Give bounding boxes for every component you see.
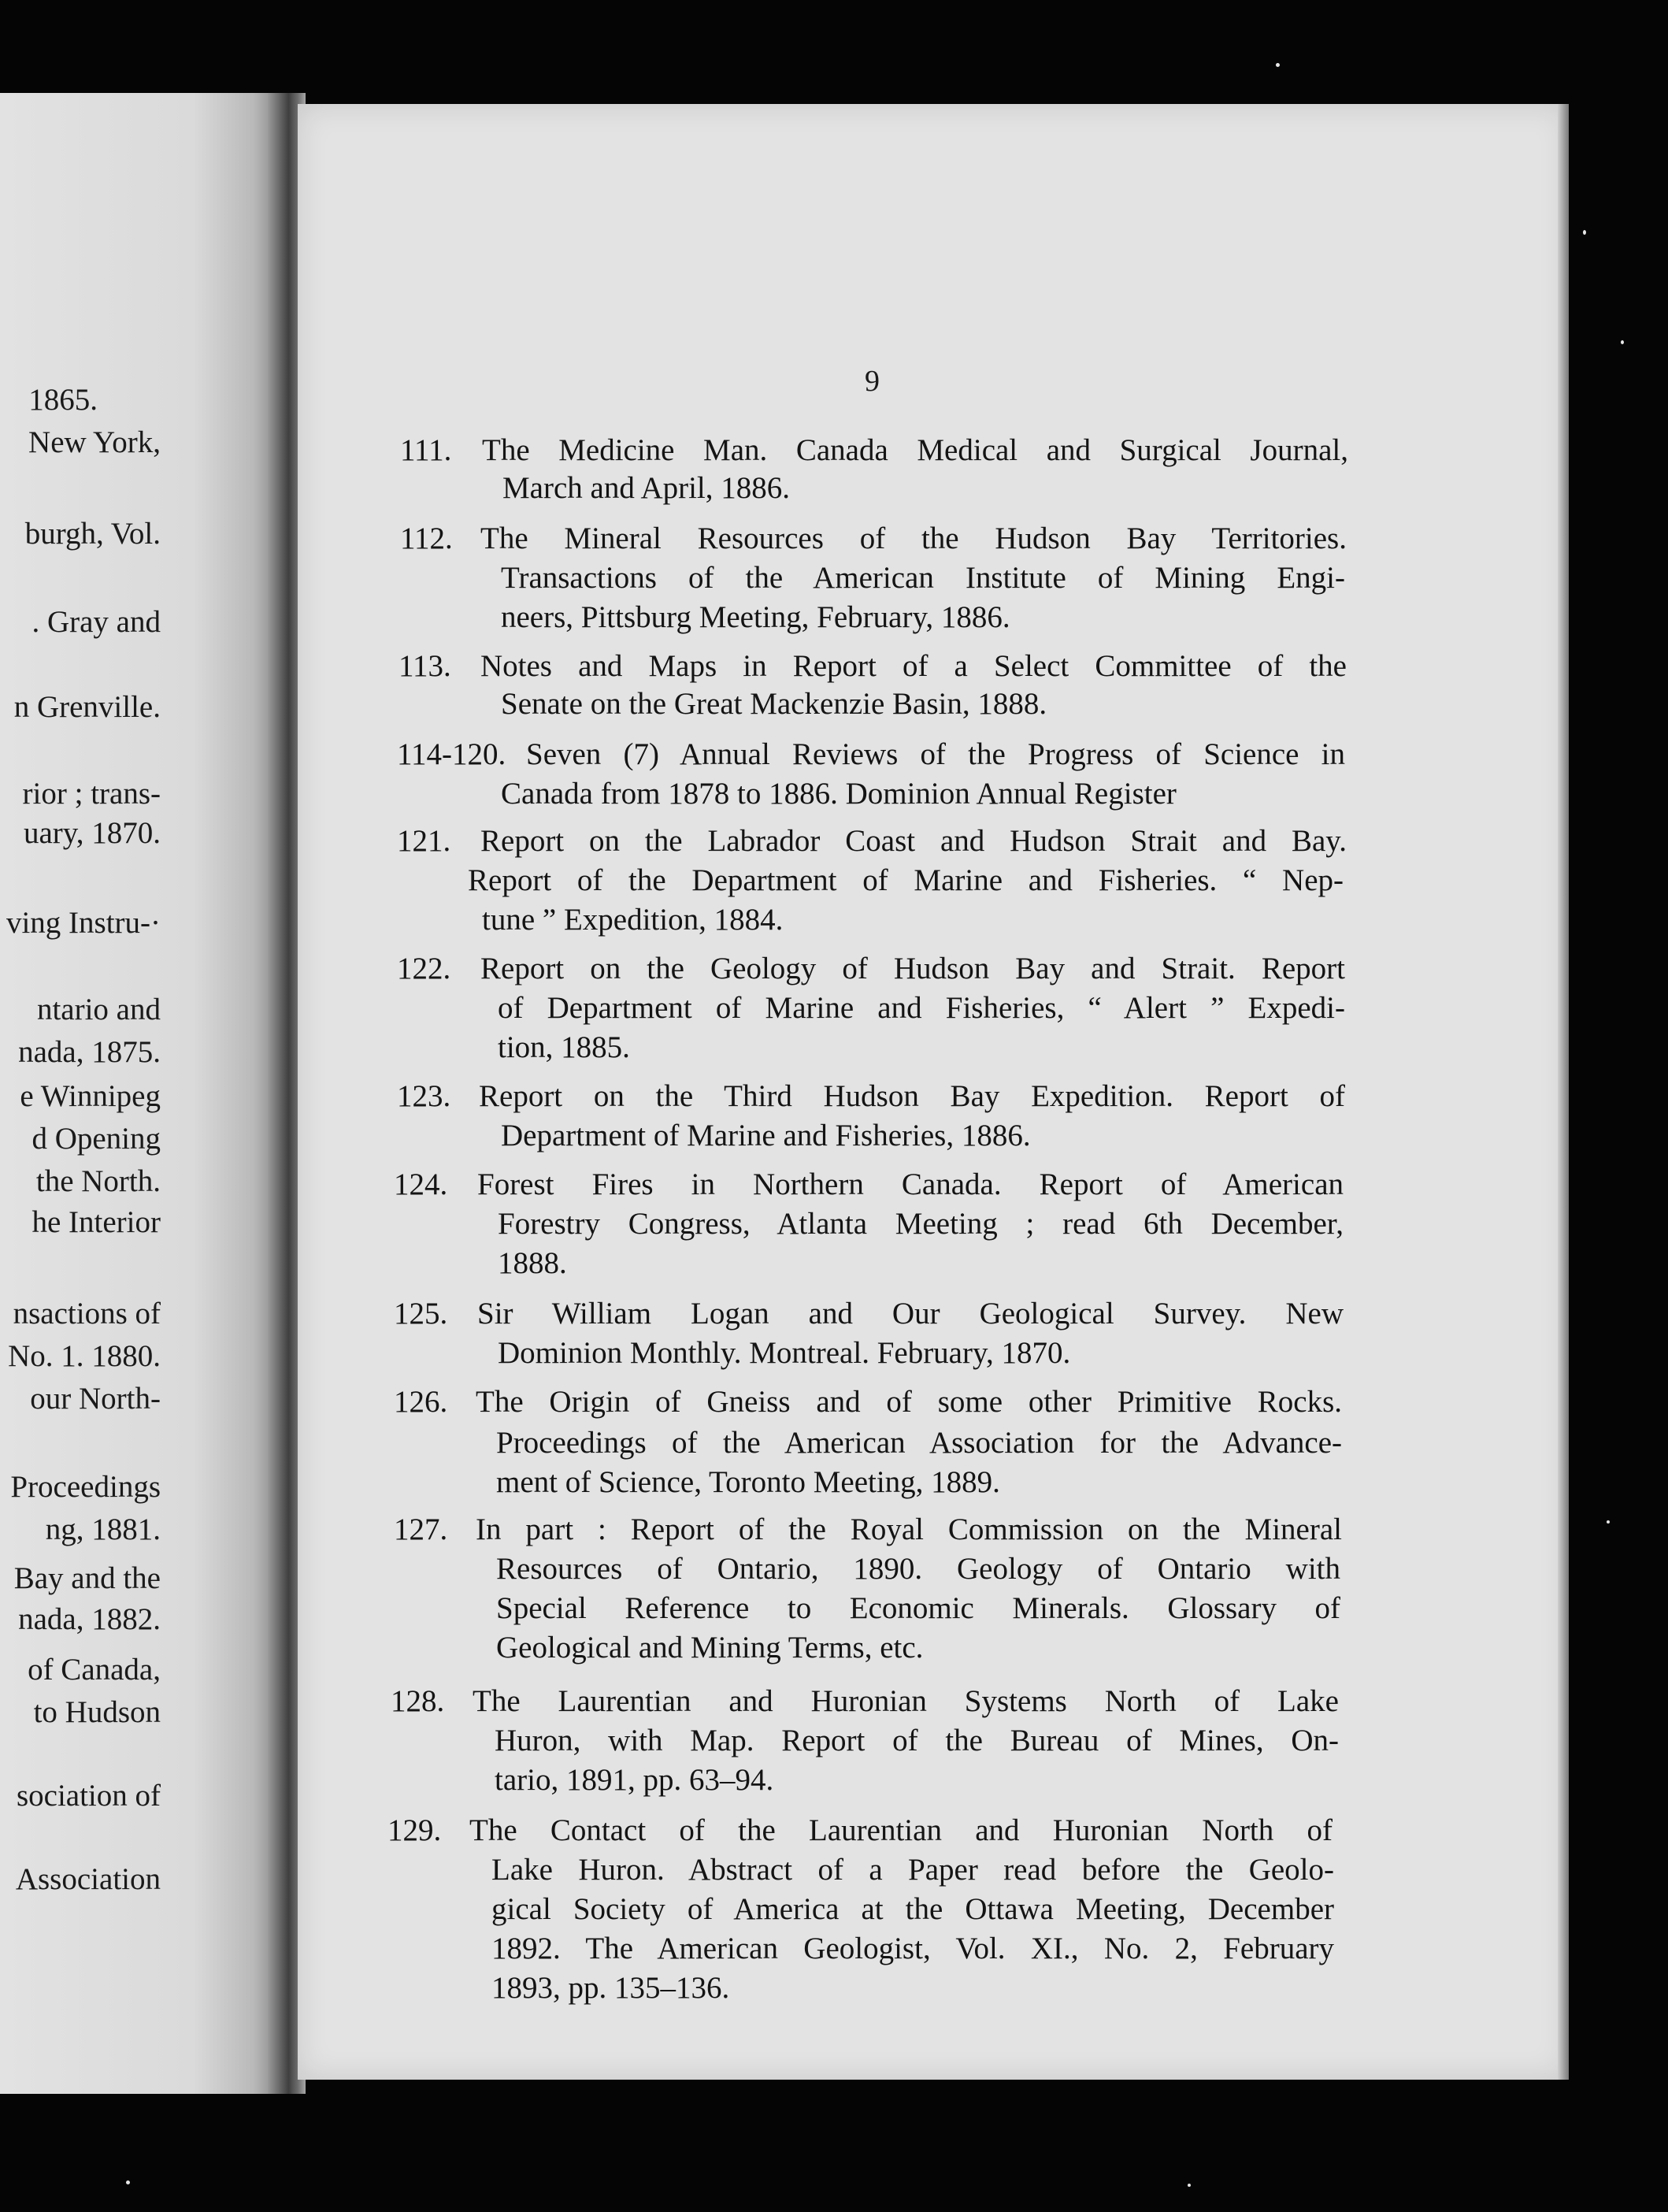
scan-speck <box>1583 230 1586 235</box>
page-number: 9 <box>865 365 880 398</box>
entry-line: ment of Science, Toronto Meeting, 1889. <box>496 1465 1000 1499</box>
entry-line: Report on the Geology of Hudson Bay and Strait. Report <box>480 952 1345 985</box>
entry-number: 123. <box>397 1079 451 1113</box>
left-line: ng, 1881. <box>45 1512 161 1546</box>
left-line: ntario and <box>36 993 161 1026</box>
entry-number: 114-120. <box>397 737 506 771</box>
entry-line: Forest Fires in Northern Canada. Report of American <box>477 1167 1344 1201</box>
entry-number: 124. <box>394 1167 448 1201</box>
left-line: 1865. <box>28 383 98 417</box>
entry-line: neers, Pittsburg Meeting, February, 1886. <box>501 600 1010 634</box>
scan-speck <box>1621 340 1624 344</box>
entry-number: 128. <box>391 1684 445 1718</box>
left-line: d Opening <box>32 1122 161 1156</box>
entry-number: 126. <box>394 1385 448 1419</box>
entry-line: Seven (7) Annual Reviews of the Progress of Science in <box>526 737 1345 771</box>
entry-number: 111. <box>400 433 452 467</box>
left-line: . Gray and <box>32 605 161 639</box>
left-line: Bay and the <box>13 1561 161 1595</box>
left-line: e Winnipeg <box>20 1079 161 1113</box>
left-line: nsactions of <box>13 1297 161 1331</box>
entry-line: of Department of Marine and Fisheries, “ Alert ” Expedi- <box>498 991 1345 1025</box>
entry-line: Notes and Maps in Report of a Select Committee of the <box>480 649 1347 683</box>
entry-line: In part : Report of the Royal Commission on the Mineral <box>476 1512 1342 1546</box>
entry-line: Special Reference to Economic Minerals. Glossary of <box>496 1591 1340 1625</box>
entry-line: Lake Huron. Abstract of a Paper read before the Geolo- <box>491 1853 1334 1887</box>
entry-line: Report on the Third Hudson Bay Expedition. Report of <box>479 1079 1345 1113</box>
entry-line: Resources of Ontario, 1890. Geology of Ontario with <box>496 1552 1340 1586</box>
left-line: to Hudson <box>33 1695 161 1729</box>
entry-line: tion, 1885. <box>498 1030 630 1064</box>
scan-speck <box>126 2180 130 2184</box>
left-line: ving Instru-· <box>6 906 161 940</box>
entry-line: tune ” Expedition, 1884. <box>482 903 784 937</box>
entry-number: 112. <box>400 521 453 555</box>
entry-line: Forestry Congress, Atlanta Meeting ; read 6th December, <box>498 1207 1344 1241</box>
entry-number: 127. <box>394 1512 448 1546</box>
left-line: rior ; trans- <box>22 777 161 811</box>
entry-number: 122. <box>397 952 451 985</box>
entry-line: Proceedings of the American Association for the Advance- <box>496 1426 1342 1460</box>
entry-line: Sir William Logan and Our Geological Survey. New <box>477 1297 1344 1331</box>
left-line: our North- <box>30 1382 161 1416</box>
entry-line: March and April, 1886. <box>502 471 791 505</box>
entry-line: Canada from 1878 to 1886. Dominion Annual Register <box>501 777 1177 811</box>
scan-speck <box>1188 2184 1191 2187</box>
entry-line: The Mineral Resources of the Hudson Bay Territories. <box>480 521 1347 555</box>
left-line: uary, 1870. <box>23 816 161 850</box>
entry-line: gical Society of America at the Ottawa Meeting, December <box>491 1892 1334 1926</box>
left-line: he Interior <box>32 1205 161 1239</box>
entry-line: Huron, with Map. Report of the Bureau of Mines, On- <box>495 1724 1339 1757</box>
left-line: No. 1. 1880. <box>8 1339 161 1373</box>
left-line: nada, 1882. <box>18 1602 161 1636</box>
left-line: sociation of <box>16 1779 161 1813</box>
entry-number: 129. <box>387 1813 442 1847</box>
left-line: Proceedings <box>10 1470 161 1504</box>
entry-line: The Medicine Man. Canada Medical and Surgical Journal, <box>482 433 1348 467</box>
left-line: nada, 1875. <box>18 1035 161 1069</box>
entry-line: The Laurentian and Huronian Systems North of Lake <box>473 1684 1339 1718</box>
entry-number: 125. <box>394 1297 448 1331</box>
left-line: Association <box>15 1862 161 1896</box>
left-line: n Grenville. <box>13 690 161 724</box>
entry-line: Report of the Department of Marine and Fisheries. “ Nep- <box>468 863 1344 897</box>
left-line: burgh, Vol. <box>24 517 161 551</box>
entry-line: Department of Marine and Fisheries, 1886. <box>501 1119 1031 1152</box>
entry-number: 121. <box>397 824 451 858</box>
right-page-edge <box>1558 104 1569 2080</box>
entry-line: Geological and Mining Terms, etc. <box>496 1631 924 1665</box>
scan-speck <box>1276 63 1280 67</box>
entry-line: 1892. The American Geologist, Vol. XI., No. 2, February <box>491 1932 1334 1965</box>
left-line: New York, <box>28 425 161 459</box>
entry-line: 1888. <box>498 1246 567 1280</box>
entry-line: Senate on the Great Mackenzie Basin, 1888. <box>501 687 1047 721</box>
entry-line: Dominion Monthly. Montreal. February, 1870. <box>498 1336 1071 1370</box>
entry-line: The Origin of Gneiss and of some other Primitive Rocks. <box>476 1385 1342 1419</box>
entry-line: tario, 1891, pp. 63–94. <box>495 1763 774 1797</box>
entry-line: Report on the Labrador Coast and Hudson Strait and Bay. <box>480 824 1347 858</box>
scan-speck <box>1607 1520 1610 1524</box>
entry-line: 1893, pp. 135–136. <box>491 1971 730 2005</box>
entry-line: The Contact of the Laurentian and Huronian North of <box>469 1813 1333 1847</box>
entry-line: Transactions of the American Institute of Mining Engi- <box>501 561 1345 595</box>
left-line: the North. <box>35 1164 161 1198</box>
left-line: of Canada, <box>28 1653 161 1687</box>
entry-number: 113. <box>398 649 451 683</box>
